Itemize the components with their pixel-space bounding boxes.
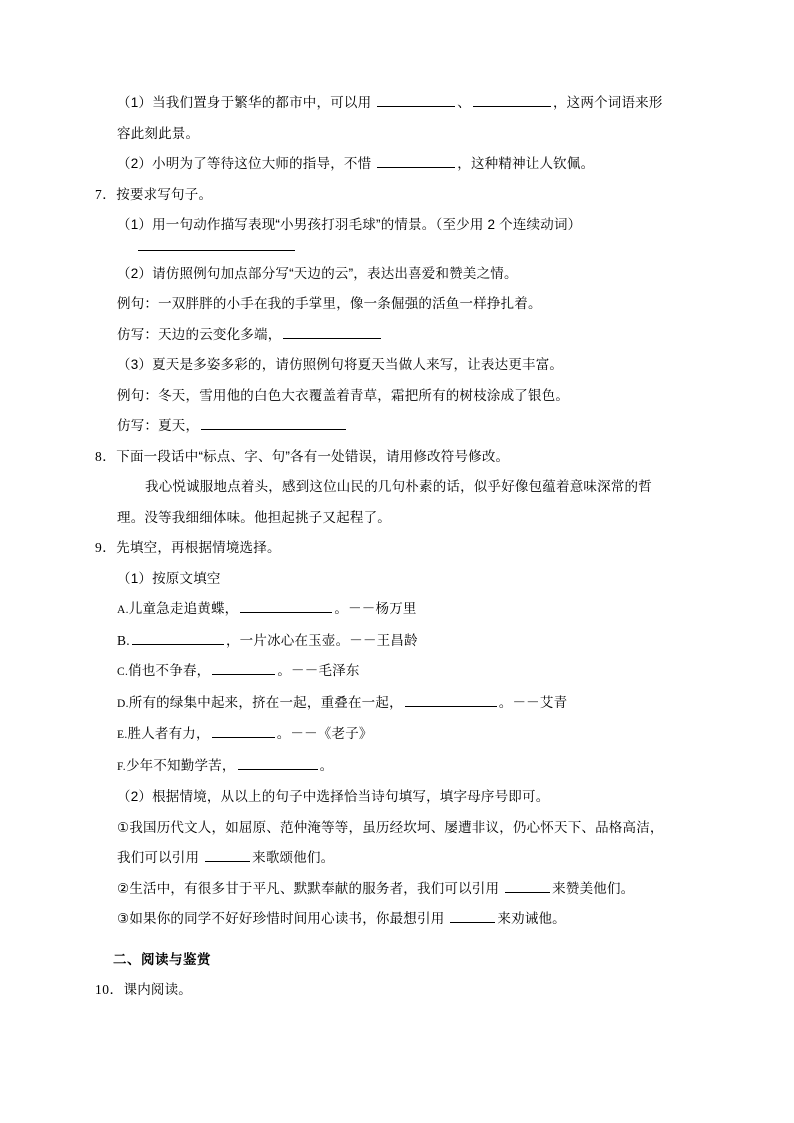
fill-blank[interactable] (212, 724, 275, 738)
fill-blank[interactable] (238, 756, 318, 770)
q7-sub2-imitate-label: 仿写： (117, 326, 159, 342)
option-c-text-a: 俏也不争春， (128, 663, 211, 678)
question-9-situation-2 (95, 874, 675, 905)
question-9-sub-1 (95, 564, 675, 595)
q8-number: 8． (95, 448, 117, 464)
situation-1-text-a: 我国历代文人，如屈原、范仲淹等等，虽历经坎坷、屡遭非议，仍心怀天下、品格高洁，我们可以引用 (117, 819, 664, 865)
fill-blank[interactable] (450, 909, 495, 923)
fill-blank[interactable] (377, 154, 455, 168)
question-7-sub-2 (95, 259, 675, 290)
question-9-situation-3 (95, 904, 675, 935)
q10-stem-text: 课内阅读。 (123, 982, 192, 997)
question-9-option-f (95, 751, 675, 783)
q8-stem-text: 下面一段话中“标点、字、句”各有一处错误，请用修改符号修改。 (116, 448, 510, 464)
situation-1-text-b: 来歌颂他们。 (252, 850, 335, 865)
q7-sub2-label: （2） (117, 265, 153, 281)
option-e-text-b: 。－－《老子》 (276, 726, 373, 741)
spacer (95, 935, 675, 939)
question-9-sub-2 (95, 782, 675, 813)
fill-blank[interactable] (132, 631, 224, 645)
option-e-text-a: 胜人者有力， (127, 726, 210, 741)
q6-item1-text-a: 当我们置身于繁华的都市中，可以用 (152, 95, 372, 110)
q7-number: 7． (95, 186, 117, 202)
q6-item1-separator: 、 (457, 95, 471, 110)
question-8-stem (95, 442, 675, 473)
situation-3-text-a: 如果你的同学不好好珍惜时间用心读书，你最想引用 (129, 911, 445, 926)
option-c-text-b: 。－－毛泽东 (277, 663, 360, 678)
question-6-item-1 (95, 88, 675, 149)
fill-blank[interactable] (473, 93, 551, 107)
option-letter-e: E. (117, 729, 128, 741)
q7-stem-text: 按要求写句子。 (116, 186, 213, 202)
option-f-text-b: 。 (319, 757, 334, 773)
q7-sub3-text: 夏天是多姿多彩的，请仿照例句将夏天当做人来写，让表达更丰富。 (152, 357, 564, 372)
q9-number: 9． (95, 540, 117, 555)
q7-sub2-example-text: 一双胖胖的小手在我的手掌里，像一条倔强的活鱼一样挣扎着。 (158, 296, 542, 311)
q7-sub3-imitate-label: 仿写： (117, 418, 159, 433)
question-9-option-c (95, 656, 675, 688)
option-letter-c: C. (117, 666, 129, 678)
option-a-text-a: 儿童急走追黄蝶， (128, 601, 239, 616)
question-8-body: 我心悦诚服地点着头，感到这位山民的几句朴素的话，似乎好像包蕴着意味深常的哲理。没等我细细体味。他担起挑子又起程了。 (117, 479, 652, 525)
q7-sub3-imitate-text: 夏天， (158, 418, 200, 433)
fill-blank[interactable] (505, 879, 550, 893)
situation-2-marker: ② (117, 880, 130, 896)
q9-sub1-title: 按原文填空 (152, 570, 221, 586)
situation-3-text-b: 来劝诫他。 (497, 911, 566, 926)
q7-sub3-example-text: 冬天，雪用他的白色大衣覆盖着青草，霜把所有的树枝涂成了银色。 (158, 387, 570, 403)
q6-item1-text-b: ，这两个词语来形容此刻此景。 (117, 95, 663, 141)
question-9-option-e (95, 719, 675, 751)
fill-blank[interactable] (205, 848, 250, 862)
q9-stem-text: 先填空，再根据情境选择。 (116, 540, 281, 555)
fill-blank[interactable] (240, 599, 332, 613)
question-7-sub-1 (95, 210, 675, 241)
q9-sub2-title: 根据情境，从以上的句子中选择恰当诗句填写，填字母序号即可。 (152, 789, 550, 804)
q10-number: 10． (95, 982, 124, 997)
option-b-text-b: ，一片冰心在玉壶。－－王昌龄 (225, 632, 418, 648)
q7-sub2-example-label: 例句： (117, 296, 159, 311)
option-letter-d: D. (117, 697, 129, 710)
q7-sub1-text: 用一句动作描写表现“小男孩打羽毛球”的情景。（至少用 2 个连续动词） (152, 217, 582, 232)
question-9-option-d (95, 688, 675, 720)
question-9-stem (95, 533, 675, 564)
situation-1-marker: ① (117, 819, 130, 835)
question-6-item-2 (95, 149, 675, 180)
question-9-option-b (95, 626, 675, 657)
situation-3-marker: ③ (117, 911, 130, 926)
option-f-text-a: 少年不知勤学苦， (125, 757, 236, 773)
answer-rule[interactable] (138, 250, 295, 251)
option-letter-b: B. (117, 632, 130, 648)
option-d-text-b: 。－－艾青 (498, 694, 568, 710)
question-10-stem (95, 975, 675, 1006)
q7-sub3-label: （3） (117, 357, 153, 372)
fill-blank[interactable] (201, 416, 346, 430)
question-9-situation-1 (95, 813, 675, 874)
fill-blank[interactable] (405, 693, 497, 707)
q7-sub1-label: （1） (117, 217, 153, 232)
q6-item2-text-a: 小明为了等待这位大师的指导，不惜 (152, 156, 372, 171)
option-letter-a: A. (117, 604, 129, 616)
question-7-sub-2-example (95, 289, 675, 320)
q6-item1-label: （1） (117, 95, 153, 110)
q7-sub3-example-label: 例句： (117, 387, 159, 403)
question-7-stem (95, 180, 675, 211)
q7-sub2-text: 请仿照例句加点部分写“天边的云”，表达出喜爱和赞美之情。 (152, 265, 518, 281)
question-9-option-a (95, 594, 675, 626)
option-letter-f: F. (117, 760, 126, 773)
situation-2-text-a: 生活中，有很多甘于平凡、默默奉献的服务者，我们可以引用 (129, 880, 500, 896)
question-7-sub-3 (95, 350, 675, 381)
fill-blank[interactable] (212, 661, 275, 675)
section-2-heading: 二、阅读与鉴赏 (113, 951, 211, 967)
question-7-sub-3-imitate (95, 411, 675, 442)
option-a-text-b: 。－－杨万里 (334, 601, 417, 616)
q6-item2-text-b: ，这种精神让人钦佩。 (457, 156, 595, 171)
question-7-sub-2-imitate (95, 320, 675, 351)
q7-sub2-imitate-text: 天边的云变化多端， (158, 326, 282, 342)
question-7-sub-3-example (95, 381, 675, 412)
q6-item2-label: （2） (117, 156, 153, 171)
fill-blank[interactable] (377, 93, 455, 107)
q9-sub2-label: （2） (117, 789, 153, 804)
q9-sub1-label: （1） (117, 570, 153, 586)
option-d-text-a: 所有的绿集中起来，挤在一起，重叠在一起， (128, 694, 403, 710)
fill-blank[interactable] (283, 325, 381, 339)
situation-2-text-b: 来赞美他们。 (552, 880, 635, 896)
